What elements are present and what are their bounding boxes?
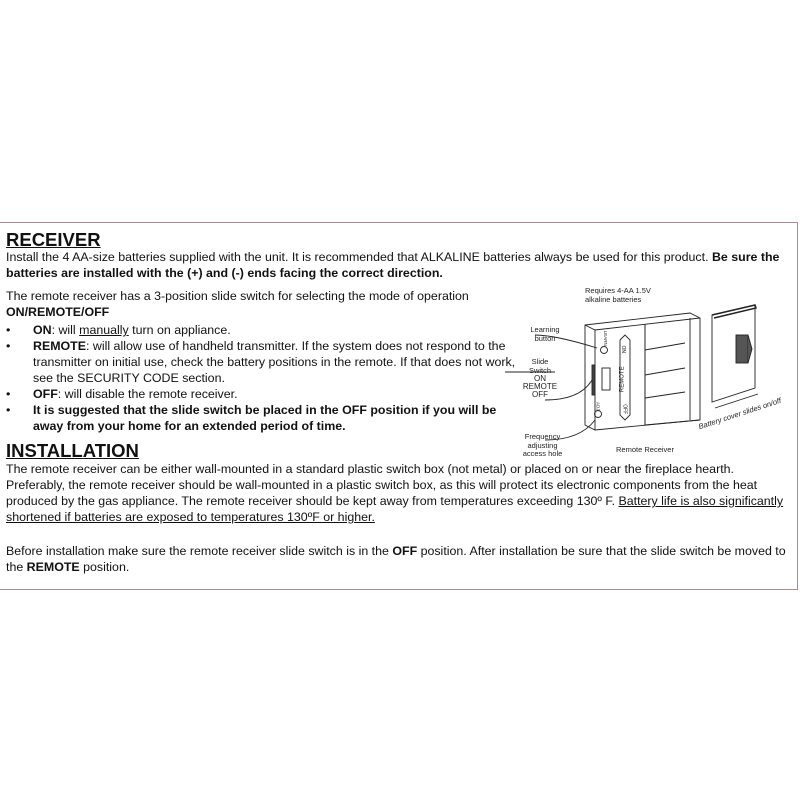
installation-paragraph-1 bbox=[6, 461, 796, 525]
text: The remote receiver has a 3-position slide switch for selecting the mode of operation bbox=[6, 289, 469, 303]
text: : will disable the remote receiver. bbox=[57, 387, 238, 401]
on-label: ON bbox=[534, 374, 546, 383]
off-label: OFF bbox=[532, 390, 548, 399]
installation-heading: INSTALLATION bbox=[6, 440, 139, 461]
mode-list bbox=[6, 322, 516, 434]
remote-label: REMOTE bbox=[522, 382, 558, 391]
text: Install the 4 AA-size batteries supplied with the unit. It is recommended that ALKALINE batteries always be used for this product. bbox=[6, 250, 712, 264]
receiver-paragraph-1 bbox=[6, 249, 796, 281]
bold-text: Be sure the batteries are installed with the (+) and (-) ends facing the correct direction. bbox=[6, 250, 780, 280]
receiver-heading: RECEIVER bbox=[6, 229, 101, 250]
list-item-off bbox=[6, 386, 516, 402]
text: : will allow use of handheld transmitter. If the system does not respond to the transmitter on initial use, check the battery positions in the remote. If that does not work, see the SECURITY CODE section. bbox=[33, 339, 516, 385]
term: REMOTE bbox=[33, 339, 87, 353]
text: position. After installation be sure that the slide switch be moved to the bbox=[6, 544, 786, 574]
term: ON bbox=[33, 323, 52, 337]
receiver-paragraph-2 bbox=[6, 288, 516, 320]
panel-adj-label: ADJ bbox=[595, 401, 601, 411]
remote-receiver-diagram bbox=[500, 280, 800, 460]
list-item-remote bbox=[6, 338, 516, 386]
panel-remote-label: REMOTE bbox=[619, 366, 626, 393]
panel-learn-label: LEARN bbox=[602, 330, 608, 346]
bold-text: ON/REMOTE/OFF bbox=[6, 305, 110, 319]
list-item-on bbox=[6, 322, 516, 338]
text: : will bbox=[51, 323, 80, 337]
frequency-hole-label: Frequency adjusting access hole bbox=[522, 432, 563, 458]
bold-text: REMOTE bbox=[26, 560, 80, 574]
panel-off-label: OFF bbox=[621, 404, 628, 415]
installation-paragraph-2 bbox=[6, 543, 796, 575]
term: OFF bbox=[33, 387, 58, 401]
list-item-suggestion bbox=[6, 402, 516, 434]
panel-on-label: ON bbox=[620, 345, 626, 353]
text: position. bbox=[79, 560, 130, 574]
diagram-caption: Remote Receiver bbox=[616, 445, 674, 454]
slide-switch-label: Slide Switch bbox=[528, 357, 552, 375]
text: The remote receiver can be either wall-mounted in a standard plastic switch box (not metal) or placed on or near the fireplace hearth. Preferably, the remote receiver should be wall-mounted in a plastic switch box, as this will protect its electronic components from the heat produced by the gas appliance. The remote receiver should be kept away from temperatures exceeding 130º F. bbox=[6, 462, 758, 508]
underlined-text: manually bbox=[79, 323, 129, 337]
text: turn on appliance. bbox=[128, 323, 231, 337]
learning-button-label: Learning button bbox=[530, 325, 560, 343]
underlined-text: Battery life is also significantly shortened if batteries are exposed to temperatures 130ºF or higher. bbox=[6, 494, 784, 524]
battery-cover-label: Battery cover slides on/off bbox=[697, 395, 783, 432]
text: Before installation make sure the remote receiver slide switch is in the bbox=[6, 544, 393, 558]
bold-text: OFF bbox=[392, 544, 418, 558]
bold-text: It is suggested that the slide switch be placed in the OFF position if you will be away from your home for an extended period of time. bbox=[33, 403, 497, 433]
battery-requirement-label: Requires 4-AA 1.5V alkaline batteries bbox=[585, 286, 651, 304]
